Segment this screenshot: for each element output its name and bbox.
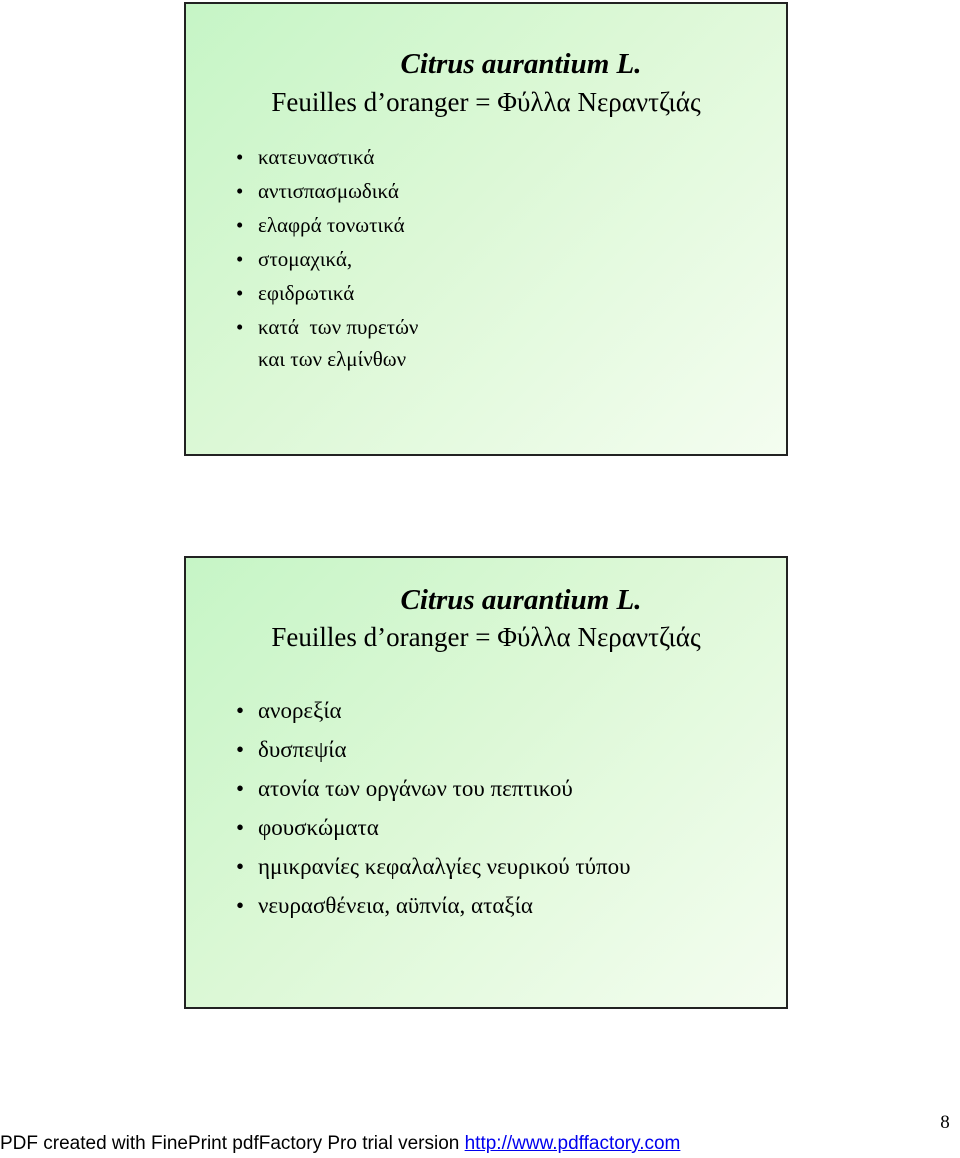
page-number: 8 — [940, 1112, 950, 1133]
list-item: • αντισπασμωδικά — [186, 174, 418, 208]
bullet-list — [186, 691, 631, 925]
list-item: • ανορεξία — [186, 691, 631, 730]
footer-link[interactable]: http://www.pdffactory.com — [464, 1133, 681, 1154]
list-item: • στομαχικά, — [186, 242, 418, 276]
pdf-footer — [0, 1132, 680, 1156]
list-item: • κατά των πυρετών — [186, 310, 418, 344]
bullet-icon: • — [236, 145, 244, 169]
list-item: • κατευναστικά — [186, 140, 418, 174]
bullet-icon: • — [236, 247, 244, 271]
footer-text: PDF created with FinePrint pdfFactory Pro trial version — [0, 1133, 465, 1154]
bullet-icon: • — [236, 893, 245, 918]
list-item: • νευρασθένεια, αϋπνία, αταξία — [186, 886, 631, 925]
list-item: • δυσπεψία — [186, 730, 631, 769]
bullet-icon: • — [236, 737, 245, 762]
bullet-icon: • — [236, 315, 244, 339]
slide-title-latin: Citrus aurantium L. — [400, 48, 642, 80]
list-item: • ατονία των οργάνων του πεπτικού — [186, 769, 631, 808]
slide-title-latin: Citrus aurantium L. — [400, 584, 642, 616]
slide-1 — [184, 2, 788, 456]
bullet-icon: • — [236, 815, 245, 840]
bullet-icon: • — [236, 854, 245, 879]
list-item: • ελαφρά τονωτικά — [186, 208, 418, 242]
bullet-icon: • — [236, 698, 245, 723]
list-item: • φουσκώματα — [186, 808, 631, 847]
bullet-list — [186, 140, 418, 344]
bullet-icon: • — [236, 179, 244, 203]
slide-title: Feuilles d’oranger = Φύλλα Νεραντζιάς — [271, 622, 701, 652]
list-item: • εφιδρωτικά — [186, 276, 418, 310]
bullet-icon: • — [236, 213, 244, 237]
bullet-icon: • — [236, 776, 245, 801]
slide-2 — [184, 556, 788, 1009]
slide-title: Feuilles d’oranger = Φύλλα Νεραντζιάς — [271, 87, 701, 117]
list-item: • ημικρανίες κεφαλαλγίες νευρικού τύπου — [186, 847, 631, 886]
list-item-continuation: και των ελμίνθων — [258, 347, 407, 371]
bullet-icon: • — [236, 281, 244, 305]
